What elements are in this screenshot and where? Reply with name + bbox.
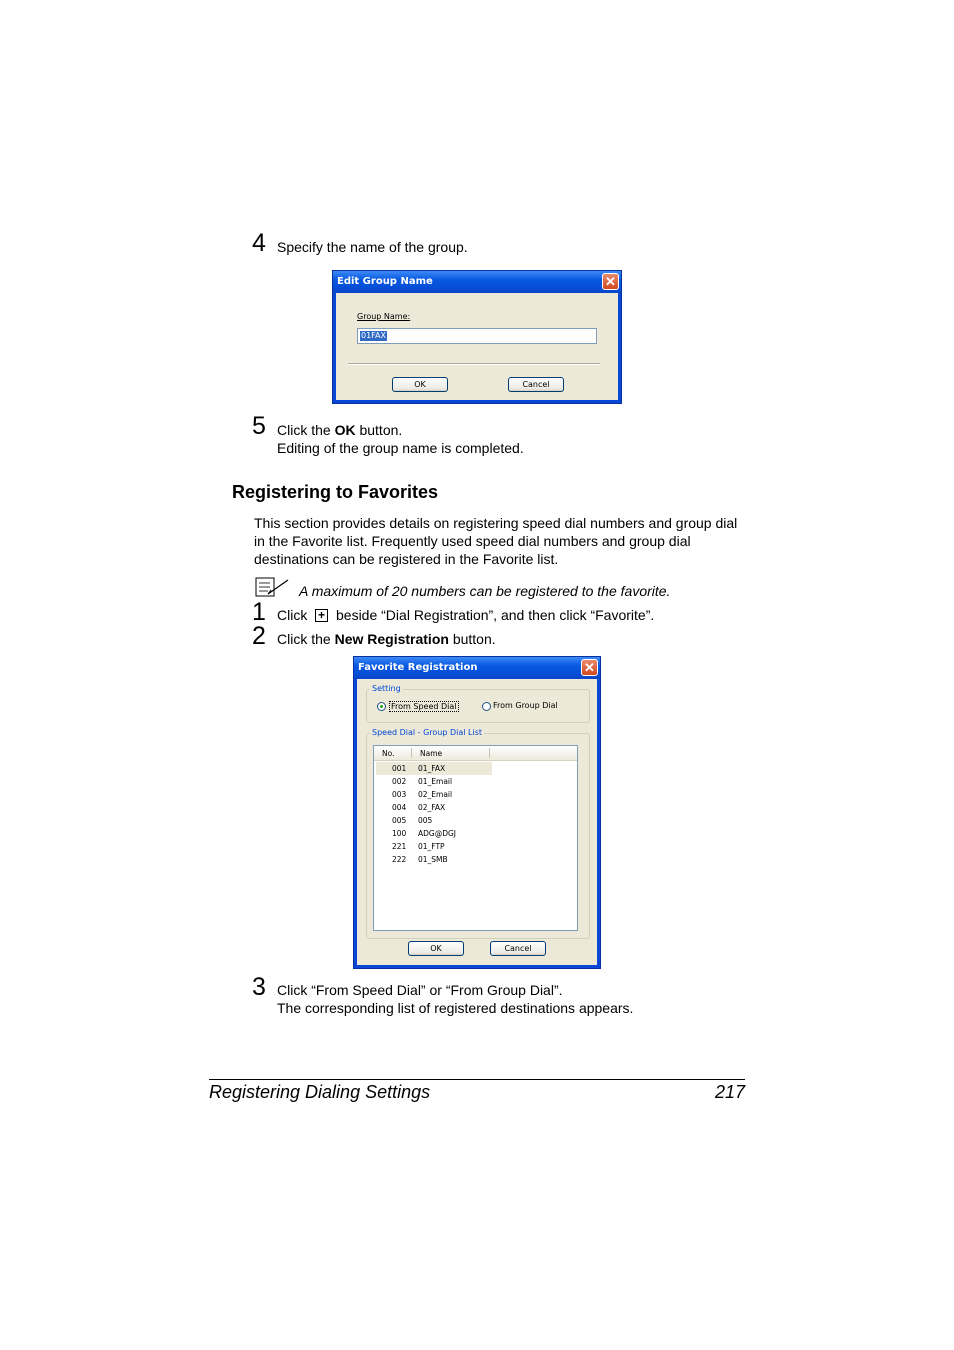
- section-heading: Registering to Favorites: [232, 482, 439, 502]
- step-3-line1: Click “From Speed Dial” or “From Group Dial”.: [277, 982, 563, 998]
- col-no-header[interactable]: No.: [382, 749, 395, 758]
- col-separator: [411, 748, 412, 758]
- row-number: 005: [392, 816, 407, 825]
- edit-group-name-dialog: [332, 270, 622, 404]
- radio-from-speed-dial-label[interactable]: From Speed Dial: [391, 702, 457, 711]
- list-group-label: Speed Dial - Group Dial List: [372, 728, 483, 737]
- table-row[interactable]: [376, 814, 492, 827]
- row-name: 02_Email: [418, 790, 453, 799]
- row-number: 100: [392, 829, 407, 838]
- radio-from-speed-dial[interactable]: [377, 702, 386, 711]
- note-text: A maximum of 20 numbers can be registered to the favorite.: [299, 583, 671, 599]
- row-number: 221: [392, 842, 407, 851]
- step-5-number: 5: [252, 412, 266, 440]
- dialog-title: Favorite Registration: [354, 657, 600, 679]
- step-2-prefix: Click the: [277, 631, 335, 647]
- cancel-button[interactable]: Cancel: [508, 377, 564, 392]
- footer-title: Registering Dialing Settings: [209, 1082, 431, 1102]
- close-icon[interactable]: ✕: [581, 659, 598, 676]
- row-name: 02_FAX: [418, 803, 446, 812]
- row-number: 222: [392, 855, 407, 864]
- dialog-body: [336, 293, 618, 400]
- row-number: 003: [392, 790, 407, 799]
- favorite-registration-dialog: [353, 656, 601, 969]
- step-5-line1: [277, 421, 402, 439]
- step-1-suffix: beside “Dial Registration”, and then click “Favorite”.: [336, 607, 655, 623]
- table-row[interactable]: [376, 788, 492, 801]
- step-5-prefix: Click the: [277, 422, 335, 438]
- ok-button[interactable]: OK: [392, 377, 448, 392]
- plus-icon: +: [315, 609, 328, 622]
- table-row[interactable]: [376, 840, 492, 853]
- step-1-prefix: Click: [277, 607, 308, 623]
- divider: [348, 363, 600, 365]
- step-5-suffix: button.: [355, 422, 403, 438]
- table-row[interactable]: [376, 853, 492, 866]
- dialog-body: [357, 679, 597, 965]
- cancel-button[interactable]: Cancel: [490, 941, 546, 956]
- step-5-line2: Editing of the group name is completed.: [277, 440, 524, 456]
- row-name: 01_Email: [418, 777, 453, 786]
- step-1-number: 1: [252, 598, 266, 626]
- row-number: 002: [392, 777, 407, 786]
- footer-rule: [209, 1079, 745, 1080]
- col-separator: [489, 748, 490, 758]
- step-4-text: Specify the name of the group.: [277, 239, 468, 255]
- table-row[interactable]: [376, 827, 492, 840]
- speed-dial-list[interactable]: [373, 745, 578, 931]
- row-name: 005: [418, 816, 433, 825]
- row-name: 01_SMB: [418, 855, 448, 864]
- ok-button[interactable]: OK: [408, 941, 464, 956]
- row-number: 004: [392, 803, 407, 812]
- step-2-text: [277, 630, 496, 648]
- group-name-value: 01FAX: [361, 331, 386, 340]
- row-name: 01_FTP: [418, 842, 445, 851]
- row-name: 01_FAX: [418, 764, 446, 773]
- row-number: 001: [392, 764, 407, 773]
- step-2-suffix: button.: [448, 631, 496, 647]
- group-name-input[interactable]: [357, 328, 597, 344]
- step-3-number: 3: [252, 973, 266, 1001]
- group-name-label: Group Name:: [357, 312, 411, 321]
- col-name-header[interactable]: Name: [420, 749, 443, 758]
- setting-group-label: Setting: [372, 684, 401, 693]
- row-name: ADG@DGJ: [418, 829, 457, 838]
- close-icon[interactable]: ✕: [602, 273, 619, 290]
- table-row[interactable]: [376, 775, 492, 788]
- radio-from-group-dial-label[interactable]: From Group Dial: [493, 701, 558, 710]
- section-intro: This section provides details on registering speed dial numbers and group dial in the Favorite list. Frequently used speed dial numbers and group dial destinations can be registered in the Favorite list.: [254, 515, 738, 567]
- step-4-number: 4: [252, 229, 266, 257]
- dialog-title: Edit Group Name: [333, 271, 621, 293]
- list-header: [374, 746, 577, 761]
- step-2-number: 2: [252, 622, 266, 650]
- step-2-bold: New Registration: [334, 631, 449, 647]
- radio-from-group-dial[interactable]: [482, 702, 491, 711]
- table-row[interactable]: [376, 801, 492, 814]
- step-5-bold: OK: [334, 422, 356, 438]
- step-3-line2: The corresponding list of registered destinations appears.: [277, 1000, 634, 1016]
- page-number: 217: [714, 1082, 745, 1102]
- note-icon: [254, 576, 290, 598]
- table-row[interactable]: [376, 762, 492, 775]
